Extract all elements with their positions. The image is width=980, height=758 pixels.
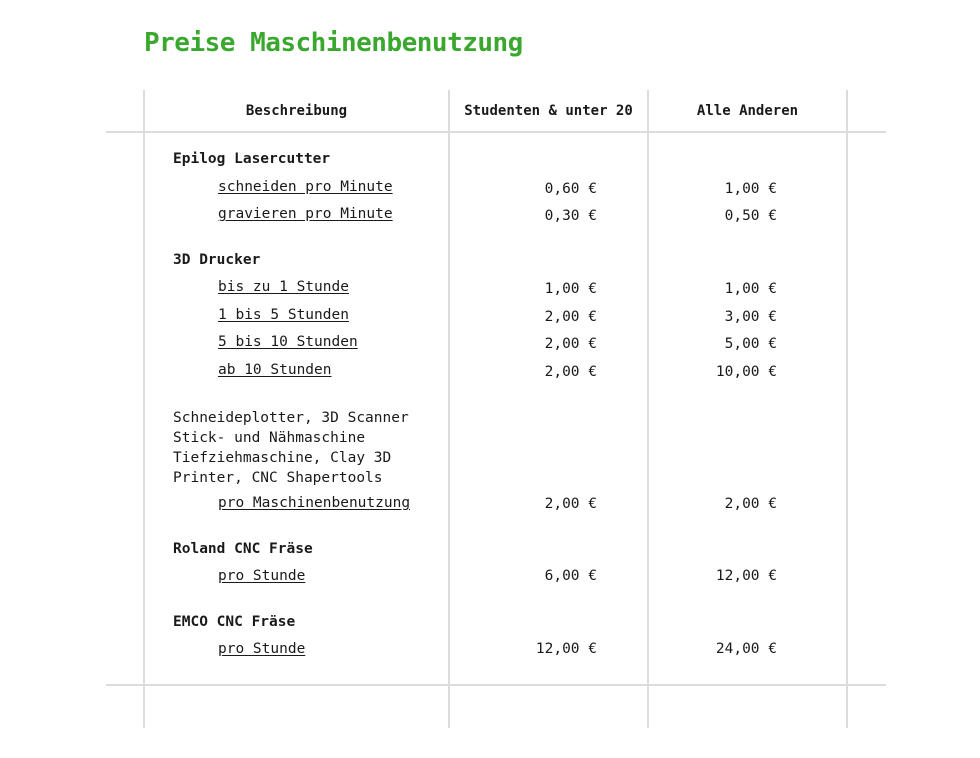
table-bottom-divider — [106, 684, 886, 686]
page-title: Preise Maschinenbenutzung — [144, 28, 523, 58]
price-students: 1,00 € — [544, 281, 597, 297]
price-students: 6,00 € — [544, 568, 597, 584]
item-link[interactable]: gravieren pro Minute — [218, 206, 393, 222]
price-others: 10,00 € — [715, 364, 777, 380]
item-link[interactable]: 5 bis 10 Stunden — [218, 334, 358, 350]
header-divider — [106, 131, 886, 133]
category-roland-cnc: Roland CNC Fräse — [173, 541, 313, 557]
item-link[interactable]: pro Stunde — [218, 641, 306, 657]
column-divider — [846, 90, 848, 728]
item-link[interactable]: schneiden pro Minute — [218, 179, 393, 195]
column-divider — [143, 90, 145, 728]
price-others: 24,00 € — [715, 641, 777, 657]
price-others: 12,00 € — [715, 568, 777, 584]
price-others: 1,00 € — [724, 281, 777, 297]
price-students: 2,00 € — [544, 336, 597, 352]
category-3d-drucker: 3D Drucker — [173, 252, 261, 268]
category-epilog-lasercutter: Epilog Lasercutter — [173, 151, 331, 167]
item-link[interactable]: pro Stunde — [218, 568, 306, 584]
price-students: 0,30 € — [544, 208, 597, 224]
price-others: 3,00 € — [724, 309, 777, 325]
price-students: 2,00 € — [544, 364, 597, 380]
item-link[interactable]: pro Maschinenbenutzung — [218, 495, 411, 511]
item-link[interactable]: ab 10 Stunden — [218, 362, 332, 378]
column-header-description: Beschreibung — [245, 103, 348, 119]
price-students: 0,60 € — [544, 181, 597, 197]
category-other-machines: Schneideplotter, 3D Scanner Stick- und Nähmaschine Tiefziehmaschine, Clay 3D Printer, CNC Shapertools — [173, 410, 409, 486]
price-others: 1,00 € — [724, 181, 777, 197]
price-others: 2,00 € — [724, 496, 777, 512]
item-link[interactable]: 1 bis 5 Stunden — [218, 307, 349, 323]
price-students: 2,00 € — [544, 309, 597, 325]
category-emco-cnc: EMCO CNC Fräse — [173, 614, 296, 630]
price-students: 12,00 € — [535, 641, 597, 657]
item-link[interactable]: bis zu 1 Stunde — [218, 279, 349, 295]
column-header-students: Studenten & unter 20 — [464, 103, 633, 119]
column-divider — [448, 90, 450, 728]
price-students: 2,00 € — [544, 496, 597, 512]
column-header-others: Alle Anderen — [696, 103, 799, 119]
price-others: 5,00 € — [724, 336, 777, 352]
price-others: 0,50 € — [724, 208, 777, 224]
column-divider — [647, 90, 649, 728]
